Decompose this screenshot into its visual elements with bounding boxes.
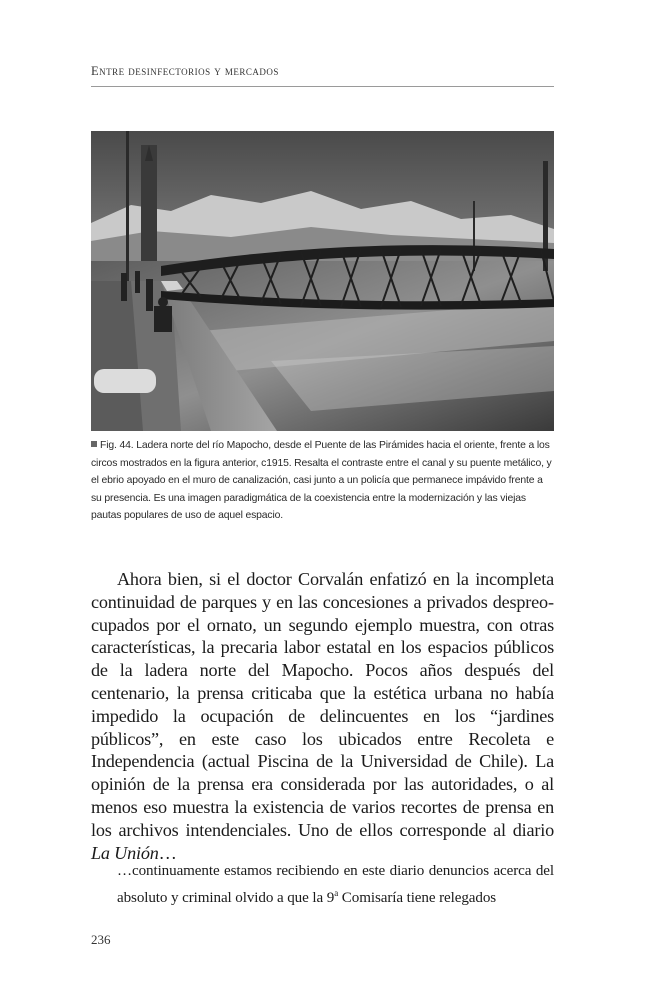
running-head: Entre desinfectorios y mercados xyxy=(91,64,279,78)
quote-superscript: a xyxy=(334,888,339,899)
figure-photo xyxy=(91,131,554,431)
figure-caption xyxy=(91,437,554,525)
caption-marker-icon xyxy=(91,441,97,447)
body-text xyxy=(91,568,554,864)
quote-text-end: Comisaría tiene relegados xyxy=(338,890,497,907)
page-number: 236 xyxy=(91,932,111,947)
figure-caption-text: Fig. 44. Ladera norte del río Mapocho, desde el Puente de las Pirámides hacia el oriente, frente a los circos mostrados en la figura anterior, c1915. Resalta el contraste entre el canal y su puente metálico, y el ebrio apoyado en el muro de canalización, casi junto a un policía que permanece impávido frente a su presencia. Es una imagen paradigmática de la coexistencia entre la modernización y las viejas pautas populares de uso de aquel espacio. xyxy=(91,440,552,522)
quote-paragraph xyxy=(117,860,554,910)
body-paragraph-ellipsis: … xyxy=(158,842,177,863)
header-rule xyxy=(91,86,554,87)
body-paragraph-text: Ahora bien, si el doctor Corvalán enfatizó en la incompleta continuidad de parques y en las concesiones a privados despreocupados por el ornato, un segundo ejemplo muestra, con otras características, la precaria labor estatal en los espacios públicos de la ladera norte del Mapocho. Pocos años después del centenario, la prensa criticaba que la estética urbana no había impedido la ocupación de delincuentes en los “jardines públicos”, en este caso los ubicados entre Recoleta e Independencia (actual Piscina de la Universidad de Chile). La opinión de la prensa era considerada por las autoridades, o al menos eso muestra la existencia de varios recortes de prensa en los archivos intendenciales. Uno de ellos corresponde al diario xyxy=(91,569,554,840)
body-paragraph xyxy=(91,568,554,864)
block-quote xyxy=(117,860,554,910)
quote-text: …continuamente estamos recibiendo en este diario denuncios acerca del absoluto y criminal olvido a que la 9 xyxy=(117,863,554,907)
newspaper-title: La Unión xyxy=(91,842,159,863)
